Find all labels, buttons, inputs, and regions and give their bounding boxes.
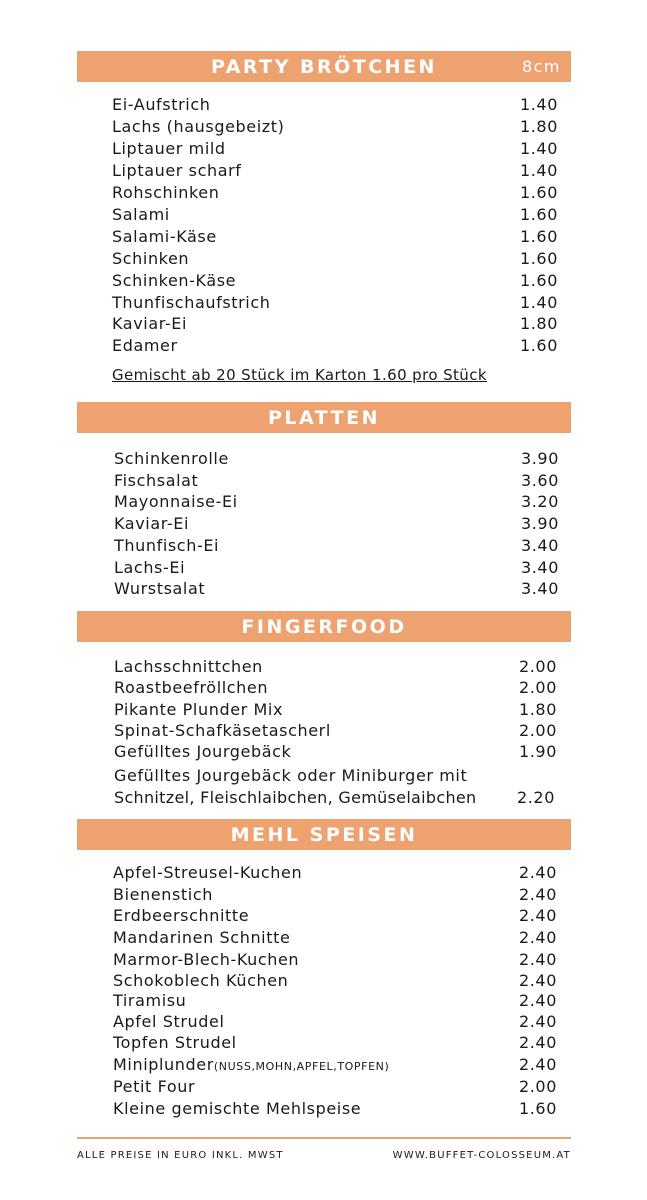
- item-name: Salami: [112, 205, 170, 224]
- item-name: Mayonnaise-Ei: [114, 492, 238, 511]
- menu-item: [114, 765, 557, 787]
- menu-item: [112, 116, 558, 138]
- item-name: Tiramisu: [113, 991, 187, 1010]
- item-price: 1.60: [519, 183, 558, 202]
- item-price: 3.40: [520, 536, 559, 555]
- item-name: Schokoblech Küchen: [113, 971, 289, 990]
- item-name: Thunfischaufstrich: [112, 293, 271, 312]
- item-price: 3.40: [520, 579, 559, 598]
- item-name: Lachs-Ei: [114, 558, 186, 577]
- menu-item: [112, 138, 558, 160]
- menu-item: [113, 927, 557, 949]
- item-price: 2.00: [518, 657, 557, 676]
- item-name: Petit Four: [113, 1077, 196, 1096]
- item-name: [113, 1054, 389, 1078]
- item-price: 1.40: [519, 293, 558, 312]
- item-name: Mandarinen Schnitte: [113, 928, 291, 947]
- item-name: Topfen Strudel: [113, 1033, 237, 1052]
- menu-item: [114, 448, 559, 470]
- menu-item: [114, 720, 557, 742]
- item-price: 3.60: [520, 471, 559, 490]
- menu-item: [113, 1032, 557, 1054]
- item-name: Lachs (hausgebeizt): [112, 117, 285, 136]
- item-price: 1.60: [519, 336, 558, 355]
- menu-item: [112, 248, 558, 270]
- item-price: 3.90: [520, 514, 559, 533]
- menu-item: [112, 313, 558, 335]
- item-name: Kaviar-Ei: [112, 314, 188, 333]
- menu-item: [114, 470, 559, 492]
- item-price: 2.40: [518, 971, 557, 990]
- item-name: Salami-Käse: [112, 227, 217, 246]
- item-name: Erdbeerschnitte: [113, 906, 250, 925]
- menu-item: [113, 1011, 557, 1033]
- menu-item: [114, 787, 555, 809]
- section-title: FINGERFOOD: [241, 615, 407, 638]
- item-name: Thunfisch-Ei: [114, 536, 220, 555]
- item-price: 1.60: [519, 227, 558, 246]
- section-header-platten: [77, 402, 571, 433]
- menu-item: [112, 182, 558, 204]
- menu-item: [113, 949, 557, 971]
- section-header-mehl-speisen: [77, 819, 571, 850]
- menu-item: [112, 292, 558, 314]
- item-price: 1.40: [519, 95, 558, 114]
- item-price: 2.40: [518, 1033, 557, 1052]
- item-price: 2.00: [518, 678, 557, 697]
- item-name: Wurstsalat: [114, 579, 206, 598]
- item-name: Schnitzel, Fleischlaibchen, Gemüselaibchen: [114, 788, 477, 807]
- item-name: Fischsalat: [114, 471, 199, 490]
- item-price: 2.20: [516, 788, 555, 807]
- item-price: 1.60: [519, 205, 558, 224]
- item-price: 1.60: [519, 249, 558, 268]
- item-name: Schinken-Käse: [112, 271, 237, 290]
- item-name-variants: (NUSS,MOHN,APFEL,TOPFEN): [213, 1060, 390, 1073]
- menu-item: [114, 677, 557, 699]
- menu-item: [113, 884, 557, 906]
- item-name: Pikante Plunder Mix: [114, 700, 284, 719]
- section-header-party-broetchen: [77, 51, 571, 82]
- menu-item: [113, 1054, 557, 1076]
- item-name-main: Miniplunder: [113, 1055, 214, 1074]
- item-name: Kleine gemischte Mehlspeise: [113, 1099, 362, 1118]
- item-price: 3.90: [520, 449, 559, 468]
- item-price: 2.40: [518, 950, 557, 969]
- item-name: Gefülltes Jourgebäck: [114, 742, 292, 761]
- item-price: 1.40: [519, 161, 558, 180]
- menu-item: [112, 270, 558, 292]
- item-name: Marmor-Blech-Kuchen: [113, 950, 300, 969]
- item-name: Kaviar-Ei: [114, 514, 190, 533]
- item-name: Rohschinken: [112, 183, 220, 202]
- menu-item: [113, 970, 557, 992]
- menu-item: [113, 1098, 557, 1120]
- item-name: Bienenstich: [113, 885, 213, 904]
- menu-item: [114, 656, 557, 678]
- item-price: 1.80: [519, 117, 558, 136]
- item-name: Schinkenrolle: [114, 449, 229, 468]
- item-name: Gefülltes Jourgebäck oder Miniburger mit: [114, 766, 468, 785]
- item-name: Edamer: [112, 336, 178, 355]
- section-title: PLATTEN: [268, 406, 380, 429]
- menu-item: [113, 1076, 557, 1098]
- section-title: PARTY BRÖTCHEN: [211, 55, 437, 78]
- menu-item: [113, 862, 557, 884]
- item-price: 1.80: [519, 314, 558, 333]
- section-header-fingerfood: [77, 611, 571, 642]
- menu-item: [112, 335, 558, 357]
- menu-item: [114, 491, 559, 513]
- menu-item: [112, 226, 558, 248]
- menu-item: [112, 160, 558, 182]
- item-name: Apfel-Streusel-Kuchen: [113, 863, 303, 882]
- price-info: ALLE PREISE IN EURO INKL. MWST: [77, 1150, 284, 1161]
- item-price: 1.90: [518, 742, 557, 761]
- menu-item: [114, 513, 559, 535]
- item-name: Roastbeefröllchen: [114, 678, 269, 697]
- menu-item: [113, 905, 557, 927]
- item-price: 1.80: [518, 700, 557, 719]
- size-label: 8cm: [521, 57, 561, 76]
- item-price: 2.40: [518, 991, 557, 1010]
- item-price: 1.40: [519, 139, 558, 158]
- item-name: Lachsschnittchen: [114, 657, 263, 676]
- menu-item: [114, 741, 557, 763]
- menu-item: [114, 535, 559, 557]
- website-link[interactable]: WWW.BUFFET-COLOSSEUM.AT: [392, 1150, 571, 1161]
- item-price: 2.00: [518, 1077, 557, 1096]
- item-price: 1.60: [519, 271, 558, 290]
- menu-item: [113, 990, 557, 1012]
- menu-item: [114, 557, 559, 579]
- menu-item: [112, 204, 558, 226]
- item-price: 2.40: [518, 928, 557, 947]
- mixed-offer-note: Gemischt ab 20 Stück im Karton 1.60 pro Stück: [112, 366, 487, 384]
- item-name: Spinat-Schafkäsetascherl: [114, 721, 331, 740]
- menu-item: [114, 578, 559, 600]
- item-price: 2.40: [518, 1055, 557, 1074]
- item-name: Liptauer scharf: [112, 161, 242, 180]
- item-name: Apfel Strudel: [113, 1012, 225, 1031]
- item-price: 2.40: [518, 906, 557, 925]
- item-price: 3.20: [520, 492, 559, 511]
- item-price: 3.40: [520, 558, 559, 577]
- item-price: 2.00: [518, 721, 557, 740]
- section-title: MEHL SPEISEN: [230, 823, 418, 846]
- item-name: Liptauer mild: [112, 139, 226, 158]
- item-name: Schinken: [112, 249, 190, 268]
- item-price: 2.40: [518, 863, 557, 882]
- item-price: 2.40: [518, 885, 557, 904]
- menu-item: [112, 94, 558, 116]
- item-price: 1.60: [518, 1099, 557, 1118]
- footer-divider: [77, 1137, 571, 1139]
- item-name: Ei-Aufstrich: [112, 95, 211, 114]
- menu-item: [114, 699, 557, 721]
- item-price: 2.40: [518, 1012, 557, 1031]
